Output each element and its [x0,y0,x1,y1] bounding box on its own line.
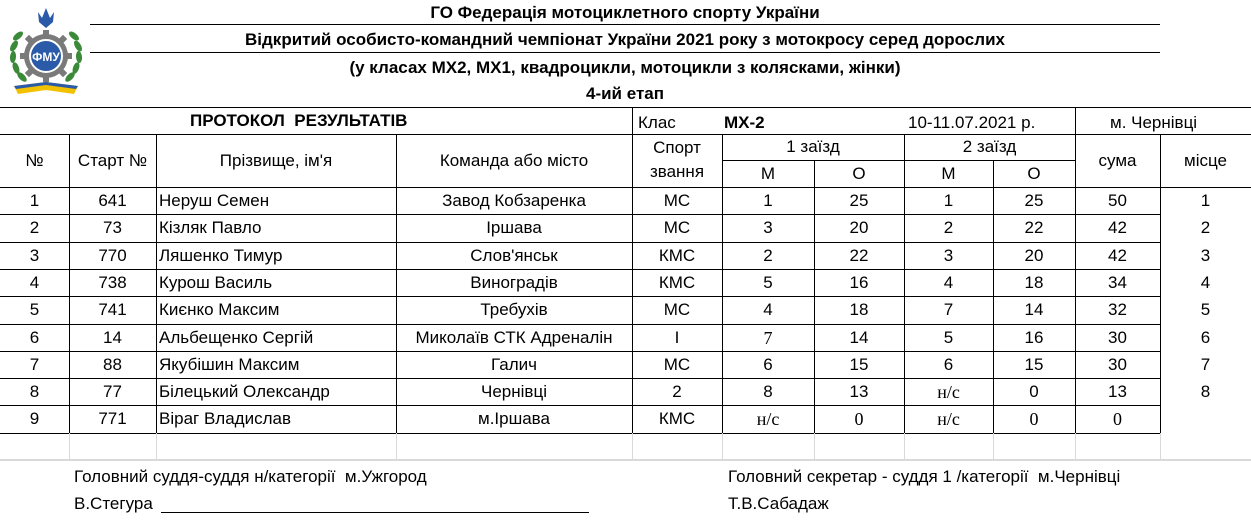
col-header-name: Прізвище, ім'я [219,151,333,170]
table-cell-num: 6 [29,327,40,347]
col-header-team: Команда або місто [439,151,589,170]
table-cell-start: 77 [103,382,122,402]
table-cell-team: Галич [491,354,537,374]
col-header-m1: М [760,164,776,183]
col-header-rank-top: Спорт [653,138,701,157]
table-cell-team: Чернівці [481,382,547,402]
table-cell-team: Требухів [480,300,548,320]
col-header-num: № [25,151,44,170]
table-cell-m2: 1 [943,191,954,210]
table-cell-name: Неруш Семен [159,191,270,210]
table-cell-o2: 14 [1024,300,1044,320]
table-cell-m1: 6 [763,354,773,374]
table-cell-num: 8 [29,382,40,402]
table-cell-place: 4 [1200,272,1211,292]
col-header-race1: 1 заїзд [786,137,840,156]
table-cell-team: Іршава [486,218,542,238]
table-cell-sum: 30 [1108,354,1127,374]
col-header-o2: О [1027,164,1041,183]
table-cell-name: Києнко Максим [159,300,280,320]
table-cell-num: 4 [29,272,40,292]
table-cell-rank: КМС [658,245,696,265]
table-cell-o1: 15 [849,354,869,374]
table-cell-rank: 2 [672,382,682,402]
event-date: 10-11.07.2021 р. [908,113,1036,132]
protocol-title: ПРОТОКОЛ РЕЗУЛЬТАТІВ [190,111,408,130]
table-cell-o2: 15 [1024,354,1044,374]
table-cell-name: Кізляк Павло [159,218,262,238]
table-cell-rank: МС [663,191,691,210]
table-cell-o2: 18 [1024,272,1044,292]
table-cell-place: 7 [1200,354,1211,374]
table-cell-o1: 16 [849,272,869,292]
table-cell-sum: 50 [1108,191,1127,210]
table-cell-m2: н/с [937,409,960,430]
table-cell-rank: І [674,327,680,347]
table-cell-place: 8 [1200,382,1211,402]
header-classes: (у класах МХ2, МХ1, квадроцикли, мотоцикли з колясками, жінки) [349,58,901,77]
table-cell-name: Альбещенко Сергій [159,327,314,347]
table-cell-o1: 22 [849,245,869,265]
class-label: Клас [638,113,676,132]
table-cell-o1: 0 [854,409,864,430]
table-cell-m2: 6 [943,354,954,374]
table-cell-start: 641 [98,191,127,210]
table-cell-rank: МС [663,300,691,320]
table-cell-name: Білецький Олександр [159,382,330,402]
table-cell-start: 738 [98,272,127,292]
table-cell-sum: 34 [1108,272,1127,292]
table-cell-name: Якубішин Максим [159,354,300,374]
table-cell-m1: 5 [763,272,773,292]
table-cell-place [1160,406,1251,432]
table-cell-rank: КМС [658,272,696,292]
table-cell-sum: 13 [1108,382,1127,402]
table-cell-m1: 8 [763,382,773,402]
table-cell-m1: 1 [763,191,773,210]
event-city: м. Чернівці [1110,113,1198,132]
table-cell-m2: н/с [937,382,960,403]
table-cell-o2: 0 [1029,409,1039,430]
table-cell-m2: 3 [943,245,954,265]
col-header-o1: О [852,164,866,183]
table-cell-m1: 7 [763,327,773,348]
table-cell-place: 2 [1200,218,1211,238]
table-cell-m1: 4 [763,300,773,320]
secretary-name: Т.В.Сабадаж [728,494,829,513]
table-cell-team: Слов'янськ [470,245,558,265]
table-cell-start: 73 [103,218,122,238]
table-cell-o2: 16 [1024,327,1044,347]
federation-logo [4,6,88,98]
table-cell-team: Виноградів [470,272,558,292]
col-header-m2: М [941,164,956,183]
table-cell-start: 771 [98,409,127,429]
table-cell-o1: 18 [849,300,869,320]
table-cell-name: Курош Василь [159,272,273,292]
table-cell-sum: 42 [1108,218,1127,238]
table-cell-m2: 2 [943,218,954,238]
table-cell-name: Ляшенко Тимур [159,245,283,265]
table-cell-name: Віраг Владислав [159,409,291,429]
table-cell-team: Завод Кобзаренка [442,191,586,210]
header-championship: Відкритий особисто-командний чемпіонат України 2021 року з мотокросу серед дорослих [245,30,1005,49]
table-cell-sum: 42 [1108,245,1127,265]
secretary-title: Головний секретар - суддя 1 /категорії м.Чернівці [728,467,1121,486]
table-cell-o1: 14 [849,327,869,347]
judge-name: В.Стегура [74,494,153,513]
logo-emblem-icon [4,6,88,98]
table-cell-m2: 7 [943,300,954,320]
class-value: МХ-2 [724,113,765,132]
table-cell-num: 7 [29,354,40,374]
table-cell-start: 88 [103,354,122,374]
col-header-sum: сума [1098,151,1137,170]
header-stage: 4-ий етап [585,84,665,103]
col-header-place: місце [1184,151,1227,170]
table-cell-sum: 30 [1108,327,1127,347]
svg-text:ФМУ: ФМУ [32,50,60,64]
table-cell-m1: н/с [756,409,780,430]
table-cell-rank: КМС [658,409,696,429]
col-header-start: Старт № [77,151,148,170]
table-cell-o1: 25 [849,191,869,210]
table-cell-num: 3 [29,245,40,265]
table-cell-start: 770 [98,245,127,265]
table-cell-o1: 20 [849,218,869,238]
col-header-rank-bottom: звання [649,162,705,181]
table-cell-o2: 20 [1024,245,1044,265]
table-cell-place: 5 [1200,300,1211,320]
table-cell-m2: 5 [943,327,954,347]
table-cell-m2: 4 [943,272,954,292]
table-cell-team: Миколаїв СТК Адреналін [415,327,613,347]
table-cell-place: 6 [1200,327,1211,347]
table-cell-start: 14 [103,327,122,347]
table-cell-start: 741 [98,300,127,320]
table-cell-num: 1 [29,191,40,210]
table-cell-num: 9 [29,409,40,429]
table-cell-rank: МС [663,354,691,374]
judge-title: Головний суддя-суддя н/категорії м.Ужгород [74,467,427,486]
col-header-race2: 2 заїзд [962,137,1017,156]
table-cell-o1: 13 [849,382,869,402]
table-cell-rank: МС [663,218,691,238]
table-cell-o2: 25 [1024,191,1044,210]
table-cell-m1: 2 [763,245,773,265]
table-cell-sum: 32 [1108,300,1127,320]
header-federation: ГО Федерація мотоциклетного спорту України [430,3,820,22]
table-cell-num: 2 [29,218,40,238]
table-cell-m1: 3 [763,218,773,238]
table-cell-team: м.Іршава [478,409,550,429]
table-cell-o2: 22 [1024,218,1044,238]
table-cell-num: 5 [29,300,40,320]
table-cell-place: 1 [1200,191,1211,210]
table-cell-sum: 0 [1113,409,1122,430]
table-cell-place: 3 [1200,245,1211,265]
table-cell-o2: 0 [1029,382,1039,402]
